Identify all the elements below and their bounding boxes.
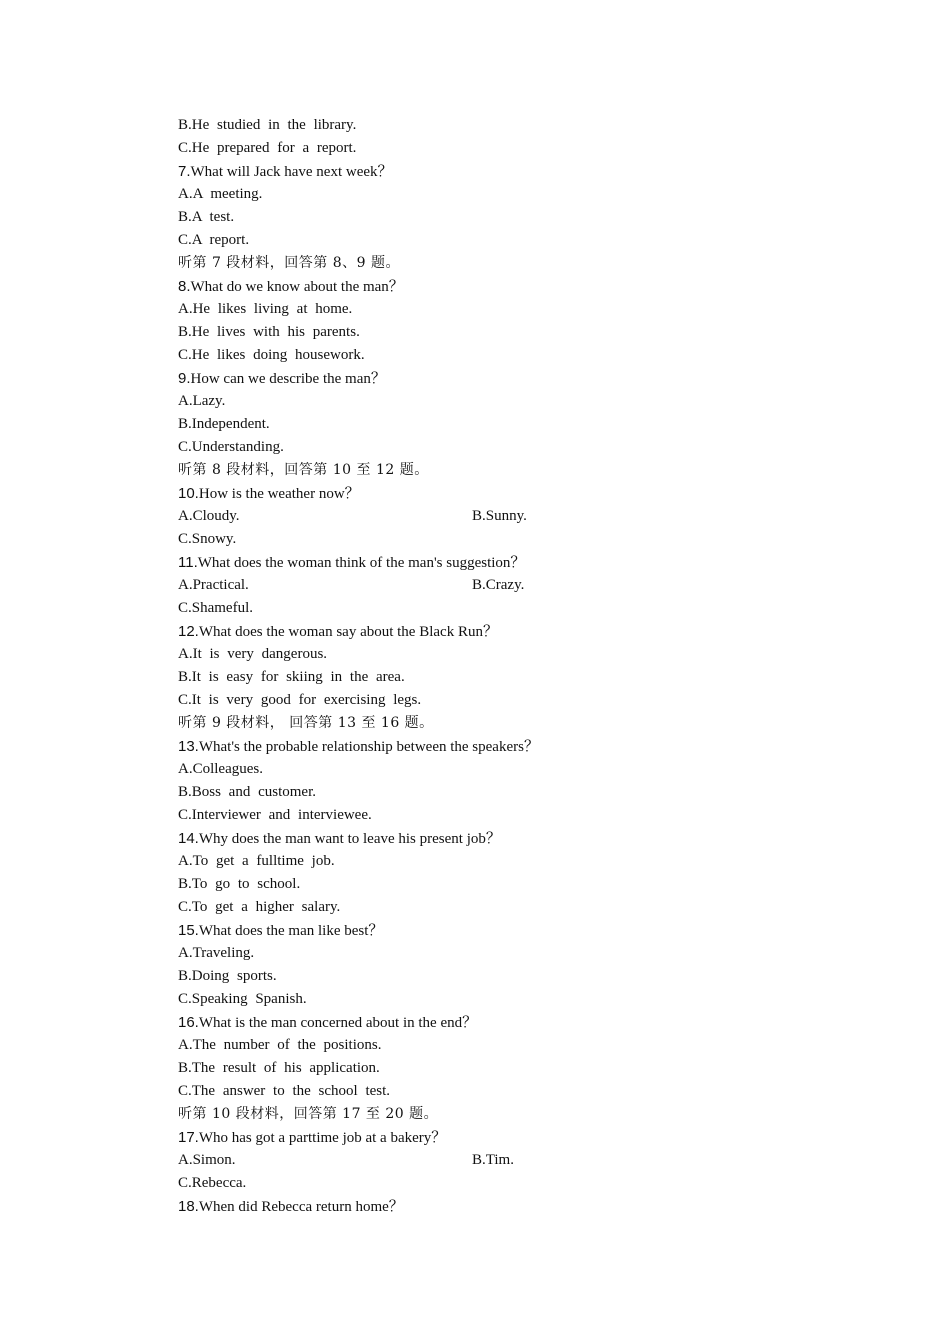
question-line [178, 551, 778, 574]
answer-option: C.Understanding. [178, 439, 284, 455]
question-line [178, 735, 778, 758]
answer-option: B.Tim. [472, 1152, 514, 1168]
answer-option: B.Independent. [178, 416, 270, 432]
question-text: What does the man like best？ [198, 923, 384, 939]
answer-option: C.To get a higher salary. [178, 899, 341, 915]
question-number: 11. [178, 554, 198, 571]
question-number: 14. [178, 830, 199, 847]
answer-option: B.He lives with his parents. [178, 324, 360, 340]
question-line [178, 1195, 778, 1218]
answer-option: A.To get a fulltime job. [178, 853, 335, 869]
question-number: 17. [178, 1129, 199, 1146]
section-heading: 听第 10 段材料，回答第 17 至 20 题。 [178, 1106, 439, 1122]
option-row [178, 1149, 778, 1172]
question-line [178, 482, 778, 505]
answer-option: A.He likes living at home. [178, 301, 353, 317]
answer-option: B.A test. [178, 209, 235, 225]
question-text: What does the woman think of the man's suggestion？ [197, 555, 526, 571]
option-row [178, 574, 778, 597]
answer-option: C.Shameful. [178, 600, 253, 616]
answer-option: B.Boss and customer. [178, 784, 316, 800]
answer-option: A.Traveling. [178, 945, 255, 961]
answer-option: A.Simon. [178, 1152, 236, 1168]
section-heading: 听第 8 段材料，回答第 10 至 12 题。 [178, 462, 429, 478]
section-heading: 听第 7 段材料，回答第 8、9 题。 [178, 255, 401, 271]
question-text: What will Jack have next week？ [190, 164, 393, 180]
question-text: Who has got a parttime job at a bakery？ [198, 1130, 447, 1146]
question-number: 13. [178, 738, 199, 755]
answer-option: B.He studied in the library. [178, 117, 357, 133]
answer-option: B.Doing sports. [178, 968, 277, 984]
answer-option: C.Speaking Spanish. [178, 991, 307, 1007]
document-page [178, 114, 778, 1218]
answer-option: A.Cloudy. [178, 508, 240, 524]
question-text: How can we describe the man？ [190, 371, 386, 387]
answer-option: A.The number of the positions. [178, 1037, 382, 1053]
question-number: 8. [178, 278, 191, 295]
answer-option: A.A meeting. [178, 186, 263, 202]
answer-option: C.Interviewer and interviewee. [178, 807, 372, 823]
answer-option: C.It is very good for exercising legs. [178, 692, 422, 708]
answer-option: C.He prepared for a report. [178, 140, 357, 156]
question-text: What's the probable relationship between the speakers？ [198, 739, 539, 755]
question-number: 18. [178, 1198, 199, 1215]
question-number: 16. [178, 1014, 199, 1031]
answer-option: A.Colleagues. [178, 761, 263, 777]
question-line [178, 1126, 778, 1149]
question-line [178, 827, 778, 850]
answer-option: C.A report. [178, 232, 250, 248]
answer-option: B.The result of his application. [178, 1060, 380, 1076]
question-number: 15. [178, 922, 199, 939]
question-line [178, 1011, 778, 1034]
answer-option: A.It is very dangerous. [178, 646, 328, 662]
answer-option: C.Rebecca. [178, 1175, 247, 1191]
answer-option: B.It is easy for skiing in the area. [178, 669, 405, 685]
option-row [178, 505, 778, 528]
answer-option: A.Practical. [178, 577, 249, 593]
answer-option: A.Lazy. [178, 393, 226, 409]
question-number: 12. [178, 623, 199, 640]
section-heading: 听第 9 段材料， 回答第 13 至 16 题。 [178, 715, 434, 731]
answer-option: C.He likes doing housework. [178, 347, 365, 363]
question-number: 7. [178, 163, 191, 180]
answer-option: B.Sunny. [472, 508, 527, 524]
question-line [178, 620, 778, 643]
question-text: How is the weather now？ [198, 486, 360, 502]
answer-option: C.The answer to the school test. [178, 1083, 391, 1099]
answer-option: B.To go to school. [178, 876, 301, 892]
question-text: What do we know about the man？ [190, 279, 404, 295]
question-line [178, 275, 778, 298]
answer-option: B.Crazy. [472, 577, 525, 593]
question-number: 10. [178, 485, 199, 502]
question-text: Why does the man want to leave his present job？ [198, 831, 501, 847]
question-number: 9. [178, 370, 191, 387]
question-text: When did Rebecca return home？ [198, 1199, 404, 1215]
question-text: What does the woman say about the Black Run？ [198, 624, 498, 640]
question-line [178, 367, 778, 390]
answer-option: C.Snowy. [178, 531, 237, 547]
question-line [178, 160, 778, 183]
question-text: What is the man concerned about in the end？ [198, 1015, 478, 1031]
question-line [178, 919, 778, 942]
